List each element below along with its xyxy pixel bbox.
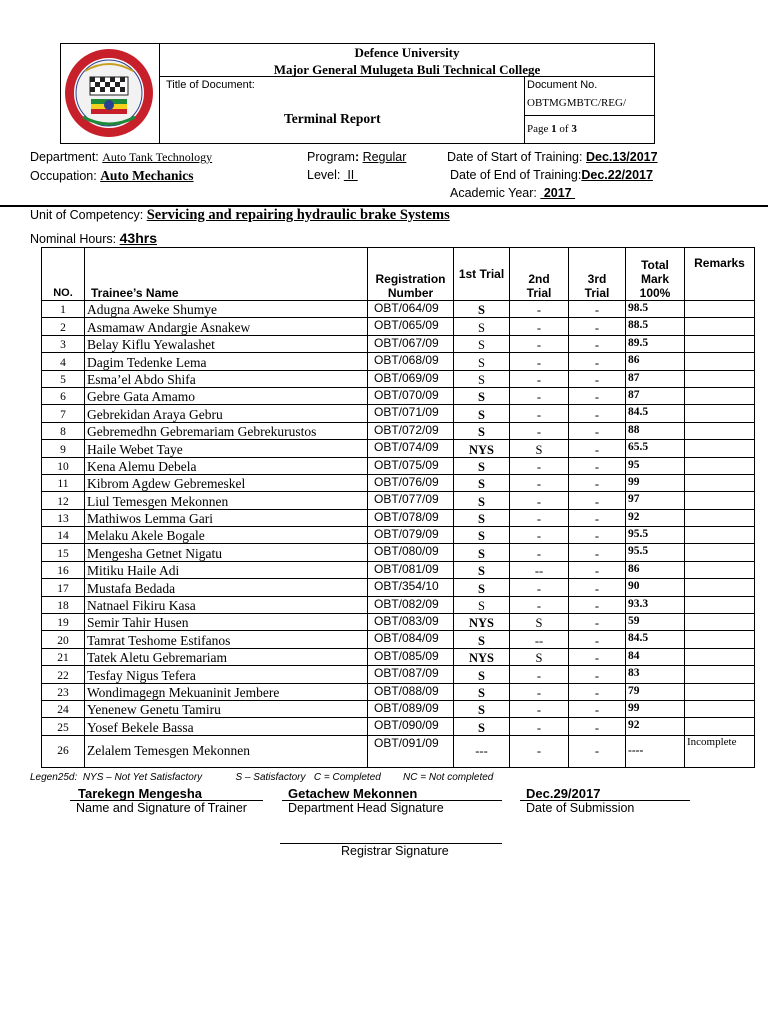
table-row	[42, 544, 755, 561]
second-trial-result: -	[510, 735, 569, 767]
registration-number: OBT/083/09	[368, 614, 454, 631]
total-mark: 84.5	[626, 631, 685, 648]
third-trial-result: -	[569, 614, 626, 631]
total-mark: 88.5	[626, 318, 685, 335]
registration-number: OBT/082/09	[368, 596, 454, 613]
registration-number: OBT/354/10	[368, 579, 454, 596]
remarks-cell	[685, 370, 755, 387]
submission-date: Dec.29/2017	[526, 786, 601, 801]
header-no: NO.	[42, 248, 85, 301]
table-row	[42, 457, 755, 474]
third-trial-result: -	[569, 370, 626, 387]
remarks-cell	[685, 422, 755, 439]
registration-number: OBT/085/09	[368, 648, 454, 665]
second-trial-result: --	[510, 631, 569, 648]
second-trial-result: S	[510, 648, 569, 665]
table-row	[42, 353, 755, 370]
trainee-name: Dagim Tedenke Lema	[85, 353, 368, 370]
row-number: 18	[42, 596, 85, 613]
row-number: 6	[42, 387, 85, 404]
end-date-field: Date of End of Training:Dec.22/2017	[450, 168, 653, 182]
university-name: Defence University	[354, 45, 460, 60]
table-row	[42, 370, 755, 387]
table-row	[42, 405, 755, 422]
row-number: 4	[42, 353, 85, 370]
table-row	[42, 422, 755, 439]
third-trial-result: -	[569, 318, 626, 335]
third-trial-result: -	[569, 631, 626, 648]
third-trial-result: -	[569, 596, 626, 613]
total-mark: 93.3	[626, 596, 685, 613]
third-trial-result: -	[569, 718, 626, 735]
table-row	[42, 648, 755, 665]
first-trial-result: S	[454, 405, 510, 422]
trainee-name: Gebre Gata Amamo	[85, 387, 368, 404]
table-row	[42, 474, 755, 491]
trainee-name: Gebremedhn Gebremariam Gebrekurustos	[85, 422, 368, 439]
first-trial-result: S	[454, 474, 510, 491]
remarks-cell	[685, 544, 755, 561]
table-row	[42, 561, 755, 578]
total-mark: 90	[626, 579, 685, 596]
third-trial-result: -	[569, 422, 626, 439]
total-mark: 99	[626, 700, 685, 717]
first-trial-result: S	[454, 353, 510, 370]
first-trial-result: NYS	[454, 614, 510, 631]
trainee-name: Yenenew Genetu Tamiru	[85, 700, 368, 717]
remarks-cell	[685, 318, 755, 335]
third-trial-result: -	[569, 301, 626, 318]
remarks-cell	[685, 509, 755, 526]
third-trial-result: -	[569, 544, 626, 561]
third-trial-result: -	[569, 387, 626, 404]
registration-number: OBT/064/09	[368, 301, 454, 318]
total-mark: 59	[626, 614, 685, 631]
row-number: 15	[42, 544, 85, 561]
total-mark: 83	[626, 666, 685, 683]
third-trial-result: -	[569, 735, 626, 767]
remarks-cell	[685, 492, 755, 509]
total-mark: 84	[626, 648, 685, 665]
remarks-cell	[685, 335, 755, 352]
table-row	[42, 301, 755, 318]
row-number: 8	[42, 422, 85, 439]
row-number: 16	[42, 561, 85, 578]
remarks-cell	[685, 596, 755, 613]
row-number: 2	[42, 318, 85, 335]
total-mark: 86	[626, 353, 685, 370]
registration-number: OBT/076/09	[368, 474, 454, 491]
remarks-cell	[685, 561, 755, 578]
trainee-name: Gebrekidan Araya Gebru	[85, 405, 368, 422]
second-trial-result: -	[510, 370, 569, 387]
row-number: 12	[42, 492, 85, 509]
remarks-cell: Incomplete	[685, 735, 755, 767]
first-trial-result: NYS	[454, 440, 510, 457]
page-indicator: Page 1 of 3	[527, 123, 577, 135]
title-of-document-label: Title of Document:	[166, 79, 255, 91]
row-number: 9	[42, 440, 85, 457]
first-trial-result: S	[454, 631, 510, 648]
trainee-name: Yosef Bekele Bassa	[85, 718, 368, 735]
registration-number: OBT/078/09	[368, 509, 454, 526]
header-trainee-name: Trainee’s Name	[85, 248, 368, 301]
header-remarks: Remarks	[685, 248, 755, 301]
second-trial-result: -	[510, 596, 569, 613]
first-trial-result: S	[454, 544, 510, 561]
second-trial-result: -	[510, 666, 569, 683]
second-trial-result: -	[510, 301, 569, 318]
department-head-signature-label: Department Head Signature	[288, 801, 444, 815]
second-trial-result: -	[510, 700, 569, 717]
third-trial-result: -	[569, 335, 626, 352]
document-number-value: OBTMGMBTC/REG/	[527, 97, 627, 109]
row-number: 23	[42, 683, 85, 700]
table-row	[42, 596, 755, 613]
registration-number: OBT/080/09	[368, 544, 454, 561]
header-third-trial: 3rd Trial	[569, 248, 626, 301]
remarks-cell	[685, 614, 755, 631]
trainee-name: Melaku Akele Bogale	[85, 527, 368, 544]
row-number: 25	[42, 718, 85, 735]
header-first-trial: 1st Trial	[454, 248, 510, 301]
first-trial-result: S	[454, 700, 510, 717]
row-number: 20	[42, 631, 85, 648]
second-trial-result: -	[510, 683, 569, 700]
trainee-name: Mitiku Haile Adi	[85, 561, 368, 578]
table-row	[42, 440, 755, 457]
second-trial-result: -	[510, 492, 569, 509]
row-number: 13	[42, 509, 85, 526]
unit-of-competency-field: Unit of Competency: Servicing and repairing hydraulic brake Systems	[30, 207, 450, 223]
third-trial-result: -	[569, 474, 626, 491]
second-trial-result: -	[510, 527, 569, 544]
registrar-signature-label: Registrar Signature	[341, 844, 449, 858]
table-row	[42, 683, 755, 700]
row-number: 3	[42, 335, 85, 352]
trainee-name: Semir Tahir Husen	[85, 614, 368, 631]
remarks-cell	[685, 440, 755, 457]
row-number: 11	[42, 474, 85, 491]
remarks-cell	[685, 405, 755, 422]
registration-number: OBT/067/09	[368, 335, 454, 352]
program-field: Program: Regular	[307, 150, 407, 164]
remarks-cell	[685, 683, 755, 700]
trainee-name: Mustafa Bedada	[85, 579, 368, 596]
first-trial-result: S	[454, 718, 510, 735]
total-mark: 97	[626, 492, 685, 509]
trainer-signature-label: Name and Signature of Trainer	[76, 801, 247, 815]
table-row	[42, 614, 755, 631]
row-number: 17	[42, 579, 85, 596]
registration-number: OBT/069/09	[368, 370, 454, 387]
registration-number: OBT/091/09	[368, 735, 454, 767]
remarks-cell	[685, 353, 755, 370]
total-mark: 88	[626, 422, 685, 439]
second-trial-result: -	[510, 457, 569, 474]
first-trial-result: S	[454, 561, 510, 578]
row-number: 26	[42, 735, 85, 767]
nominal-hours-field: Nominal Hours: 43hrs	[30, 230, 157, 246]
second-trial-result: -	[510, 474, 569, 491]
total-mark: 99	[626, 474, 685, 491]
legend-text: Legen25d: NYS – Not Yet Satisfactory S – Satisfactory C = Completed NC = Not completed	[30, 772, 494, 783]
department-field: Department: Auto Tank Technology	[30, 150, 213, 164]
remarks-cell	[685, 718, 755, 735]
second-trial-result: -	[510, 509, 569, 526]
table-row	[42, 700, 755, 717]
second-trial-result: -	[510, 387, 569, 404]
table-row	[42, 718, 755, 735]
second-trial-result: -	[510, 318, 569, 335]
occupation-field: Occupation: Auto Mechanics	[30, 168, 194, 183]
remarks-cell	[685, 301, 755, 318]
third-trial-result: -	[569, 683, 626, 700]
trainee-name: Haile Webet Taye	[85, 440, 368, 457]
total-mark: 79	[626, 683, 685, 700]
trainer-name: Tarekegn Mengesha	[78, 786, 203, 801]
trainee-name: Mengesha Getnet Nigatu	[85, 544, 368, 561]
registration-number: OBT/068/09	[368, 353, 454, 370]
remarks-cell	[685, 457, 755, 474]
third-trial-result: -	[569, 579, 626, 596]
row-number: 22	[42, 666, 85, 683]
trainee-name: Tesfay Nigus Tefera	[85, 666, 368, 683]
third-trial-result: -	[569, 509, 626, 526]
first-trial-result: NYS	[454, 648, 510, 665]
total-mark: 84.5	[626, 405, 685, 422]
total-mark: 87	[626, 387, 685, 404]
start-date-field: Date of Start of Training: Dec.13/2017	[447, 150, 658, 164]
trainee-name: Esma’el Abdo Shifa	[85, 370, 368, 387]
first-trial-result: S	[454, 335, 510, 352]
registration-number: OBT/071/09	[368, 405, 454, 422]
registration-number: OBT/088/09	[368, 683, 454, 700]
row-number: 21	[42, 648, 85, 665]
trainee-name: Tatek Aletu Gebremariam	[85, 648, 368, 665]
first-trial-result: S	[454, 301, 510, 318]
remarks-cell	[685, 474, 755, 491]
second-trial-result: --	[510, 561, 569, 578]
first-trial-result: S	[454, 318, 510, 335]
third-trial-result: -	[569, 666, 626, 683]
third-trial-result: -	[569, 648, 626, 665]
second-trial-result: -	[510, 353, 569, 370]
third-trial-result: -	[569, 440, 626, 457]
table-row	[42, 631, 755, 648]
total-mark: 92	[626, 509, 685, 526]
first-trial-result: S	[454, 666, 510, 683]
remarks-cell	[685, 527, 755, 544]
row-number: 14	[42, 527, 85, 544]
academic-year-field: Academic Year: 2017	[450, 186, 576, 200]
trainee-name: Kibrom Agdew Gebremeskel	[85, 474, 368, 491]
second-trial-result: -	[510, 718, 569, 735]
registration-number: OBT/072/09	[368, 422, 454, 439]
remarks-cell	[685, 700, 755, 717]
first-trial-result: S	[454, 509, 510, 526]
first-trial-result: S	[454, 457, 510, 474]
total-mark: ----	[626, 735, 685, 767]
row-number: 10	[42, 457, 85, 474]
total-mark: 98.5	[626, 301, 685, 318]
registration-number: OBT/079/09	[368, 527, 454, 544]
header-second-trial: 2nd Trial	[510, 248, 569, 301]
registration-number: OBT/090/09	[368, 718, 454, 735]
trainee-name: Natnael Fikiru Kasa	[85, 596, 368, 613]
trainee-results-table	[41, 247, 755, 768]
first-trial-result: S	[454, 596, 510, 613]
table-row	[42, 735, 755, 767]
second-trial-result: -	[510, 335, 569, 352]
registration-number: OBT/089/09	[368, 700, 454, 717]
second-trial-result: -	[510, 405, 569, 422]
first-trial-result: S	[454, 387, 510, 404]
second-trial-result: S	[510, 440, 569, 457]
first-trial-result: S	[454, 370, 510, 387]
row-number: 5	[42, 370, 85, 387]
second-trial-result: -	[510, 422, 569, 439]
trainee-name: Mathiwos Lemma Gari	[85, 509, 368, 526]
table-row	[42, 579, 755, 596]
trainee-name: Zelalem Temesgen Mekonnen	[85, 735, 368, 767]
first-trial-result: S	[454, 422, 510, 439]
remarks-cell	[685, 648, 755, 665]
department-head-name: Getachew Mekonnen	[288, 786, 418, 801]
second-trial-result: -	[510, 579, 569, 596]
remarks-cell	[685, 631, 755, 648]
third-trial-result: -	[569, 457, 626, 474]
registration-number: OBT/065/09	[368, 318, 454, 335]
remarks-cell	[685, 579, 755, 596]
table-row	[42, 527, 755, 544]
total-mark: 95.5	[626, 544, 685, 561]
total-mark: 89.5	[626, 335, 685, 352]
remarks-cell	[685, 666, 755, 683]
third-trial-result: -	[569, 561, 626, 578]
trainee-name: Tamrat Teshome Estifanos	[85, 631, 368, 648]
first-trial-result: S	[454, 683, 510, 700]
header-registration-number: Registration Number	[368, 248, 454, 301]
first-trial-result: S	[454, 579, 510, 596]
registration-number: OBT/087/09	[368, 666, 454, 683]
table-row	[42, 387, 755, 404]
table-row	[42, 666, 755, 683]
document-title: Terminal Report	[284, 111, 381, 126]
first-trial-result: ---	[454, 735, 510, 767]
trainee-name: Wondimagegn Mekuaninit Jembere	[85, 683, 368, 700]
table-row	[42, 509, 755, 526]
registration-number: OBT/081/09	[368, 561, 454, 578]
submission-date-label: Date of Submission	[526, 801, 635, 815]
second-trial-result: -	[510, 544, 569, 561]
third-trial-result: -	[569, 353, 626, 370]
total-mark: 92	[626, 718, 685, 735]
registration-number: OBT/084/09	[368, 631, 454, 648]
table-row	[42, 335, 755, 352]
college-name: Major General Mulugeta Buli Technical College	[273, 62, 541, 77]
trainee-name: Adugna Aweke Shumye	[85, 301, 368, 318]
total-mark: 86	[626, 561, 685, 578]
third-trial-result: -	[569, 527, 626, 544]
total-mark: 65.5	[626, 440, 685, 457]
trainee-name: Kena Alemu Debela	[85, 457, 368, 474]
trainee-name: Belay Kiflu Yewalashet	[85, 335, 368, 352]
third-trial-result: -	[569, 700, 626, 717]
total-mark: 87	[626, 370, 685, 387]
header-total-mark: Total Mark 100%	[626, 248, 685, 301]
trainee-name: Asmamaw Andargie Asnakew	[85, 318, 368, 335]
registration-number: OBT/075/09	[368, 457, 454, 474]
table-row	[42, 318, 755, 335]
row-number: 1	[42, 301, 85, 318]
table-row	[42, 492, 755, 509]
row-number: 19	[42, 614, 85, 631]
level-field: Level: II	[307, 168, 358, 182]
college-logo	[63, 47, 155, 139]
trainee-name: Liul Temesgen Mekonnen	[85, 492, 368, 509]
remarks-cell	[685, 387, 755, 404]
first-trial-result: S	[454, 492, 510, 509]
registration-number: OBT/070/09	[368, 387, 454, 404]
first-trial-result: S	[454, 527, 510, 544]
total-mark: 95	[626, 457, 685, 474]
third-trial-result: -	[569, 405, 626, 422]
registration-number: OBT/074/09	[368, 440, 454, 457]
total-mark: 95.5	[626, 527, 685, 544]
document-number-label: Document No.	[527, 79, 598, 91]
third-trial-result: -	[569, 492, 626, 509]
row-number: 7	[42, 405, 85, 422]
second-trial-result: S	[510, 614, 569, 631]
registration-number: OBT/077/09	[368, 492, 454, 509]
row-number: 24	[42, 700, 85, 717]
